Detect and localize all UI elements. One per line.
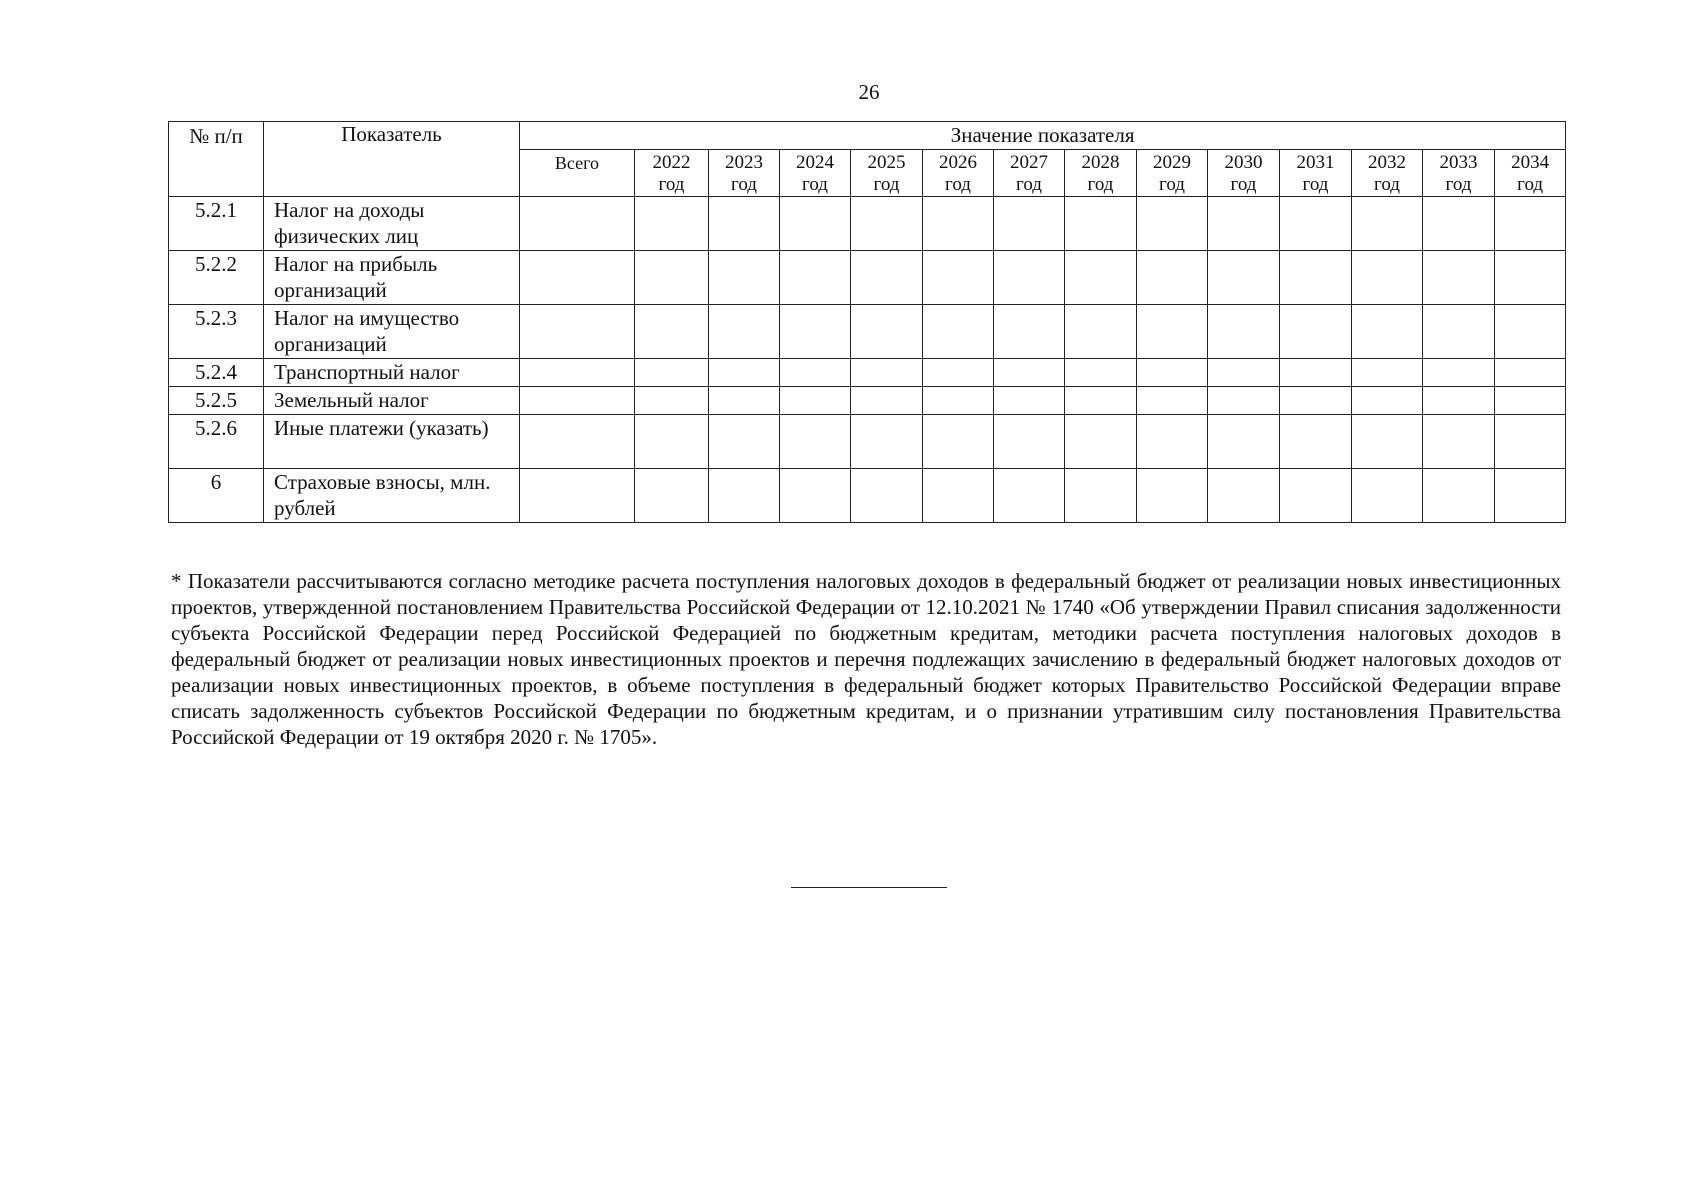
value-cell: [1280, 415, 1352, 469]
table-row: [169, 415, 1566, 469]
header-year-unit: год: [1230, 174, 1257, 195]
value-cell: [851, 387, 923, 415]
value-cell: [520, 197, 635, 251]
header-year-unit: год: [1517, 174, 1544, 195]
value-cell: [851, 469, 923, 523]
value-cell: [1137, 387, 1208, 415]
value-cell: [1280, 359, 1352, 387]
header-year-unit: год: [1016, 174, 1042, 195]
header-year-unit: год: [1159, 174, 1185, 195]
value-cell: [780, 197, 851, 251]
value-cell: [1352, 469, 1423, 523]
table-row: [169, 387, 1566, 415]
value-cell: [1280, 387, 1352, 415]
value-cell: [709, 387, 780, 415]
value-cell: [1495, 387, 1566, 415]
row-indicator: Налог на имущество организаций: [264, 305, 520, 359]
value-cell: [1208, 251, 1280, 305]
header-year-value: 2029: [1153, 152, 1191, 173]
header-year-unit: год: [1445, 174, 1472, 195]
value-cell: [1065, 469, 1137, 523]
value-cell: [1495, 469, 1566, 523]
value-cell: [1280, 251, 1352, 305]
table-row: [169, 305, 1566, 359]
header-year: [994, 150, 1065, 197]
header-year-value: 2030: [1224, 152, 1263, 173]
header-year: [1423, 150, 1495, 197]
value-cell: [851, 197, 923, 251]
header-values: Значение показателя: [520, 122, 1566, 150]
row-indicator: Транспортный налог: [264, 359, 520, 387]
value-cell: [520, 469, 635, 523]
header-year-value: 2026: [939, 152, 977, 173]
value-cell: [780, 387, 851, 415]
value-cell: [1352, 305, 1423, 359]
value-cell: [923, 469, 994, 523]
value-cell: [1352, 197, 1423, 251]
value-cell: [1495, 251, 1566, 305]
value-cell: [1495, 359, 1566, 387]
header-year-unit: год: [802, 174, 828, 195]
value-cell: [1423, 251, 1495, 305]
header-year-value: 2033: [1439, 152, 1478, 173]
value-cell: [709, 305, 780, 359]
header-total: Всего: [520, 150, 635, 197]
page-number: 26: [858, 80, 880, 104]
value-cell: [1065, 387, 1137, 415]
value-cell: [635, 387, 709, 415]
header-year-value: 2022: [652, 152, 691, 173]
header-year-unit: год: [1374, 174, 1400, 195]
table-header: [169, 122, 1566, 197]
row-number: 5.2.6: [169, 415, 264, 469]
value-cell: [923, 387, 994, 415]
header-year-unit: год: [945, 174, 971, 195]
value-cell: [709, 469, 780, 523]
value-cell: [1280, 305, 1352, 359]
value-cell: [1352, 415, 1423, 469]
header-year-value: 2032: [1368, 152, 1406, 173]
header-year-value: 2027: [1010, 152, 1048, 173]
value-cell: [1137, 359, 1208, 387]
value-cell: [1065, 251, 1137, 305]
value-cell: [1208, 197, 1280, 251]
row-number: 5.2.1: [169, 197, 264, 251]
value-cell: [1208, 415, 1280, 469]
value-cell: [1065, 305, 1137, 359]
value-cell: [1352, 359, 1423, 387]
header-year-unit: год: [658, 174, 685, 195]
header-year-unit: год: [1087, 174, 1114, 195]
value-cell: [994, 197, 1065, 251]
value-cell: [1423, 305, 1495, 359]
value-cell: [780, 251, 851, 305]
value-cell: [923, 305, 994, 359]
value-cell: [635, 197, 709, 251]
table-row: [169, 251, 1566, 305]
value-cell: [520, 415, 635, 469]
header-year: [1495, 150, 1566, 197]
value-cell: [1065, 359, 1137, 387]
table-row: [169, 359, 1566, 387]
value-cell: [780, 305, 851, 359]
value-cell: [994, 305, 1065, 359]
header-year-value: 2031: [1296, 152, 1335, 173]
value-cell: [1423, 387, 1495, 415]
header-year: [1065, 150, 1137, 197]
value-cell: [1423, 469, 1495, 523]
value-cell: [780, 359, 851, 387]
header-year: [709, 150, 780, 197]
value-cell: [1065, 197, 1137, 251]
header-year-unit: год: [731, 174, 757, 195]
value-cell: [1137, 305, 1208, 359]
value-cell: [1495, 415, 1566, 469]
value-cell: [780, 415, 851, 469]
header-year: [780, 150, 851, 197]
header-year-value: 2028: [1081, 152, 1120, 173]
value-cell: [1137, 415, 1208, 469]
value-cell: [1280, 469, 1352, 523]
row-indicator: Налог на доходы физических лиц: [264, 197, 520, 251]
header-year-unit: год: [873, 174, 900, 195]
value-cell: [994, 387, 1065, 415]
value-cell: [994, 251, 1065, 305]
header-year-value: 2034: [1511, 152, 1550, 173]
indicators-table: [168, 121, 1566, 523]
value-cell: [923, 251, 994, 305]
header-year: [1280, 150, 1352, 197]
value-cell: [1352, 387, 1423, 415]
header-year: [635, 150, 709, 197]
row-number: 5.2.5: [169, 387, 264, 415]
value-cell: [520, 359, 635, 387]
value-cell: [1423, 415, 1495, 469]
value-cell: [1137, 469, 1208, 523]
value-cell: [851, 415, 923, 469]
value-cell: [520, 305, 635, 359]
value-cell: [635, 415, 709, 469]
row-indicator: Иные платежи (указать): [264, 415, 520, 469]
value-cell: [1280, 197, 1352, 251]
row-number: 5.2.4: [169, 359, 264, 387]
value-cell: [923, 359, 994, 387]
value-cell: [1208, 305, 1280, 359]
value-cell: [994, 359, 1065, 387]
table-row: [169, 197, 1566, 251]
header-year-unit: год: [1302, 174, 1329, 195]
row-number: 6: [169, 469, 264, 523]
end-rule: [791, 887, 947, 888]
header-year: [923, 150, 994, 197]
header-num: № п/п: [169, 122, 264, 197]
value-cell: [635, 251, 709, 305]
header-year: [1208, 150, 1280, 197]
value-cell: [1495, 197, 1566, 251]
value-cell: [635, 305, 709, 359]
table-body: [169, 197, 1566, 523]
header-year: [851, 150, 923, 197]
value-cell: [1495, 305, 1566, 359]
value-cell: [923, 415, 994, 469]
value-cell: [1208, 469, 1280, 523]
value-cell: [851, 305, 923, 359]
value-cell: [1208, 359, 1280, 387]
value-cell: [1423, 197, 1495, 251]
value-cell: [1423, 359, 1495, 387]
value-cell: [520, 251, 635, 305]
row-number: 5.2.3: [169, 305, 264, 359]
row-indicator: Страховые взносы, млн. рублей: [264, 469, 520, 523]
value-cell: [1065, 415, 1137, 469]
header-year-value: 2024: [796, 152, 834, 173]
value-cell: [994, 415, 1065, 469]
value-cell: [1208, 387, 1280, 415]
value-cell: [635, 359, 709, 387]
header-year-value: 2023: [725, 152, 763, 173]
value-cell: [923, 197, 994, 251]
header-year: [1137, 150, 1208, 197]
value-cell: [1352, 251, 1423, 305]
value-cell: [780, 469, 851, 523]
value-cell: [851, 251, 923, 305]
row-indicator: Земельный налог: [264, 387, 520, 415]
value-cell: [709, 251, 780, 305]
value-cell: [994, 469, 1065, 523]
table-row: [169, 469, 1566, 523]
value-cell: [709, 415, 780, 469]
value-cell: [1137, 251, 1208, 305]
value-cell: [709, 359, 780, 387]
value-cell: [1137, 197, 1208, 251]
row-indicator: Налог на прибыль организаций: [264, 251, 520, 305]
value-cell: [851, 359, 923, 387]
value-cell: [709, 197, 780, 251]
header-indicator: Показатель: [264, 122, 520, 197]
value-cell: [635, 469, 709, 523]
value-cell: [520, 387, 635, 415]
header-year-value: 2025: [867, 152, 906, 173]
footnote: * Показатели рассчитываются согласно методике расчета поступления налоговых доходов в федеральный бюджет от реализации новых инвестиционных проектов, утвержденной постановлением Правительства Российской Федерации от 12.10.2021 № 1740 «Об утверждении Правил списания задолженности субъекта Российской Федерации перед Российской Федерацией по бюджетным кредитам, методики расчета поступления налоговых доходов в федеральный бюджет от реализации новых инвестиционных проектов и перечня подлежащих зачислению в федеральный бюджет налоговых доходов от реализации новых инвестиционных проектов, в объеме поступления в федеральный бюджет которых Правительство Российской Федерации вправе списать задолженность субъектов Российской Федерации по бюджетным кредитам, и о признании утратившим силу постановления Правительства Российской Федерации от 19 октября 2020 г. № 1705».: [171, 569, 1561, 749]
row-number: 5.2.2: [169, 251, 264, 305]
header-year: [1352, 150, 1423, 197]
